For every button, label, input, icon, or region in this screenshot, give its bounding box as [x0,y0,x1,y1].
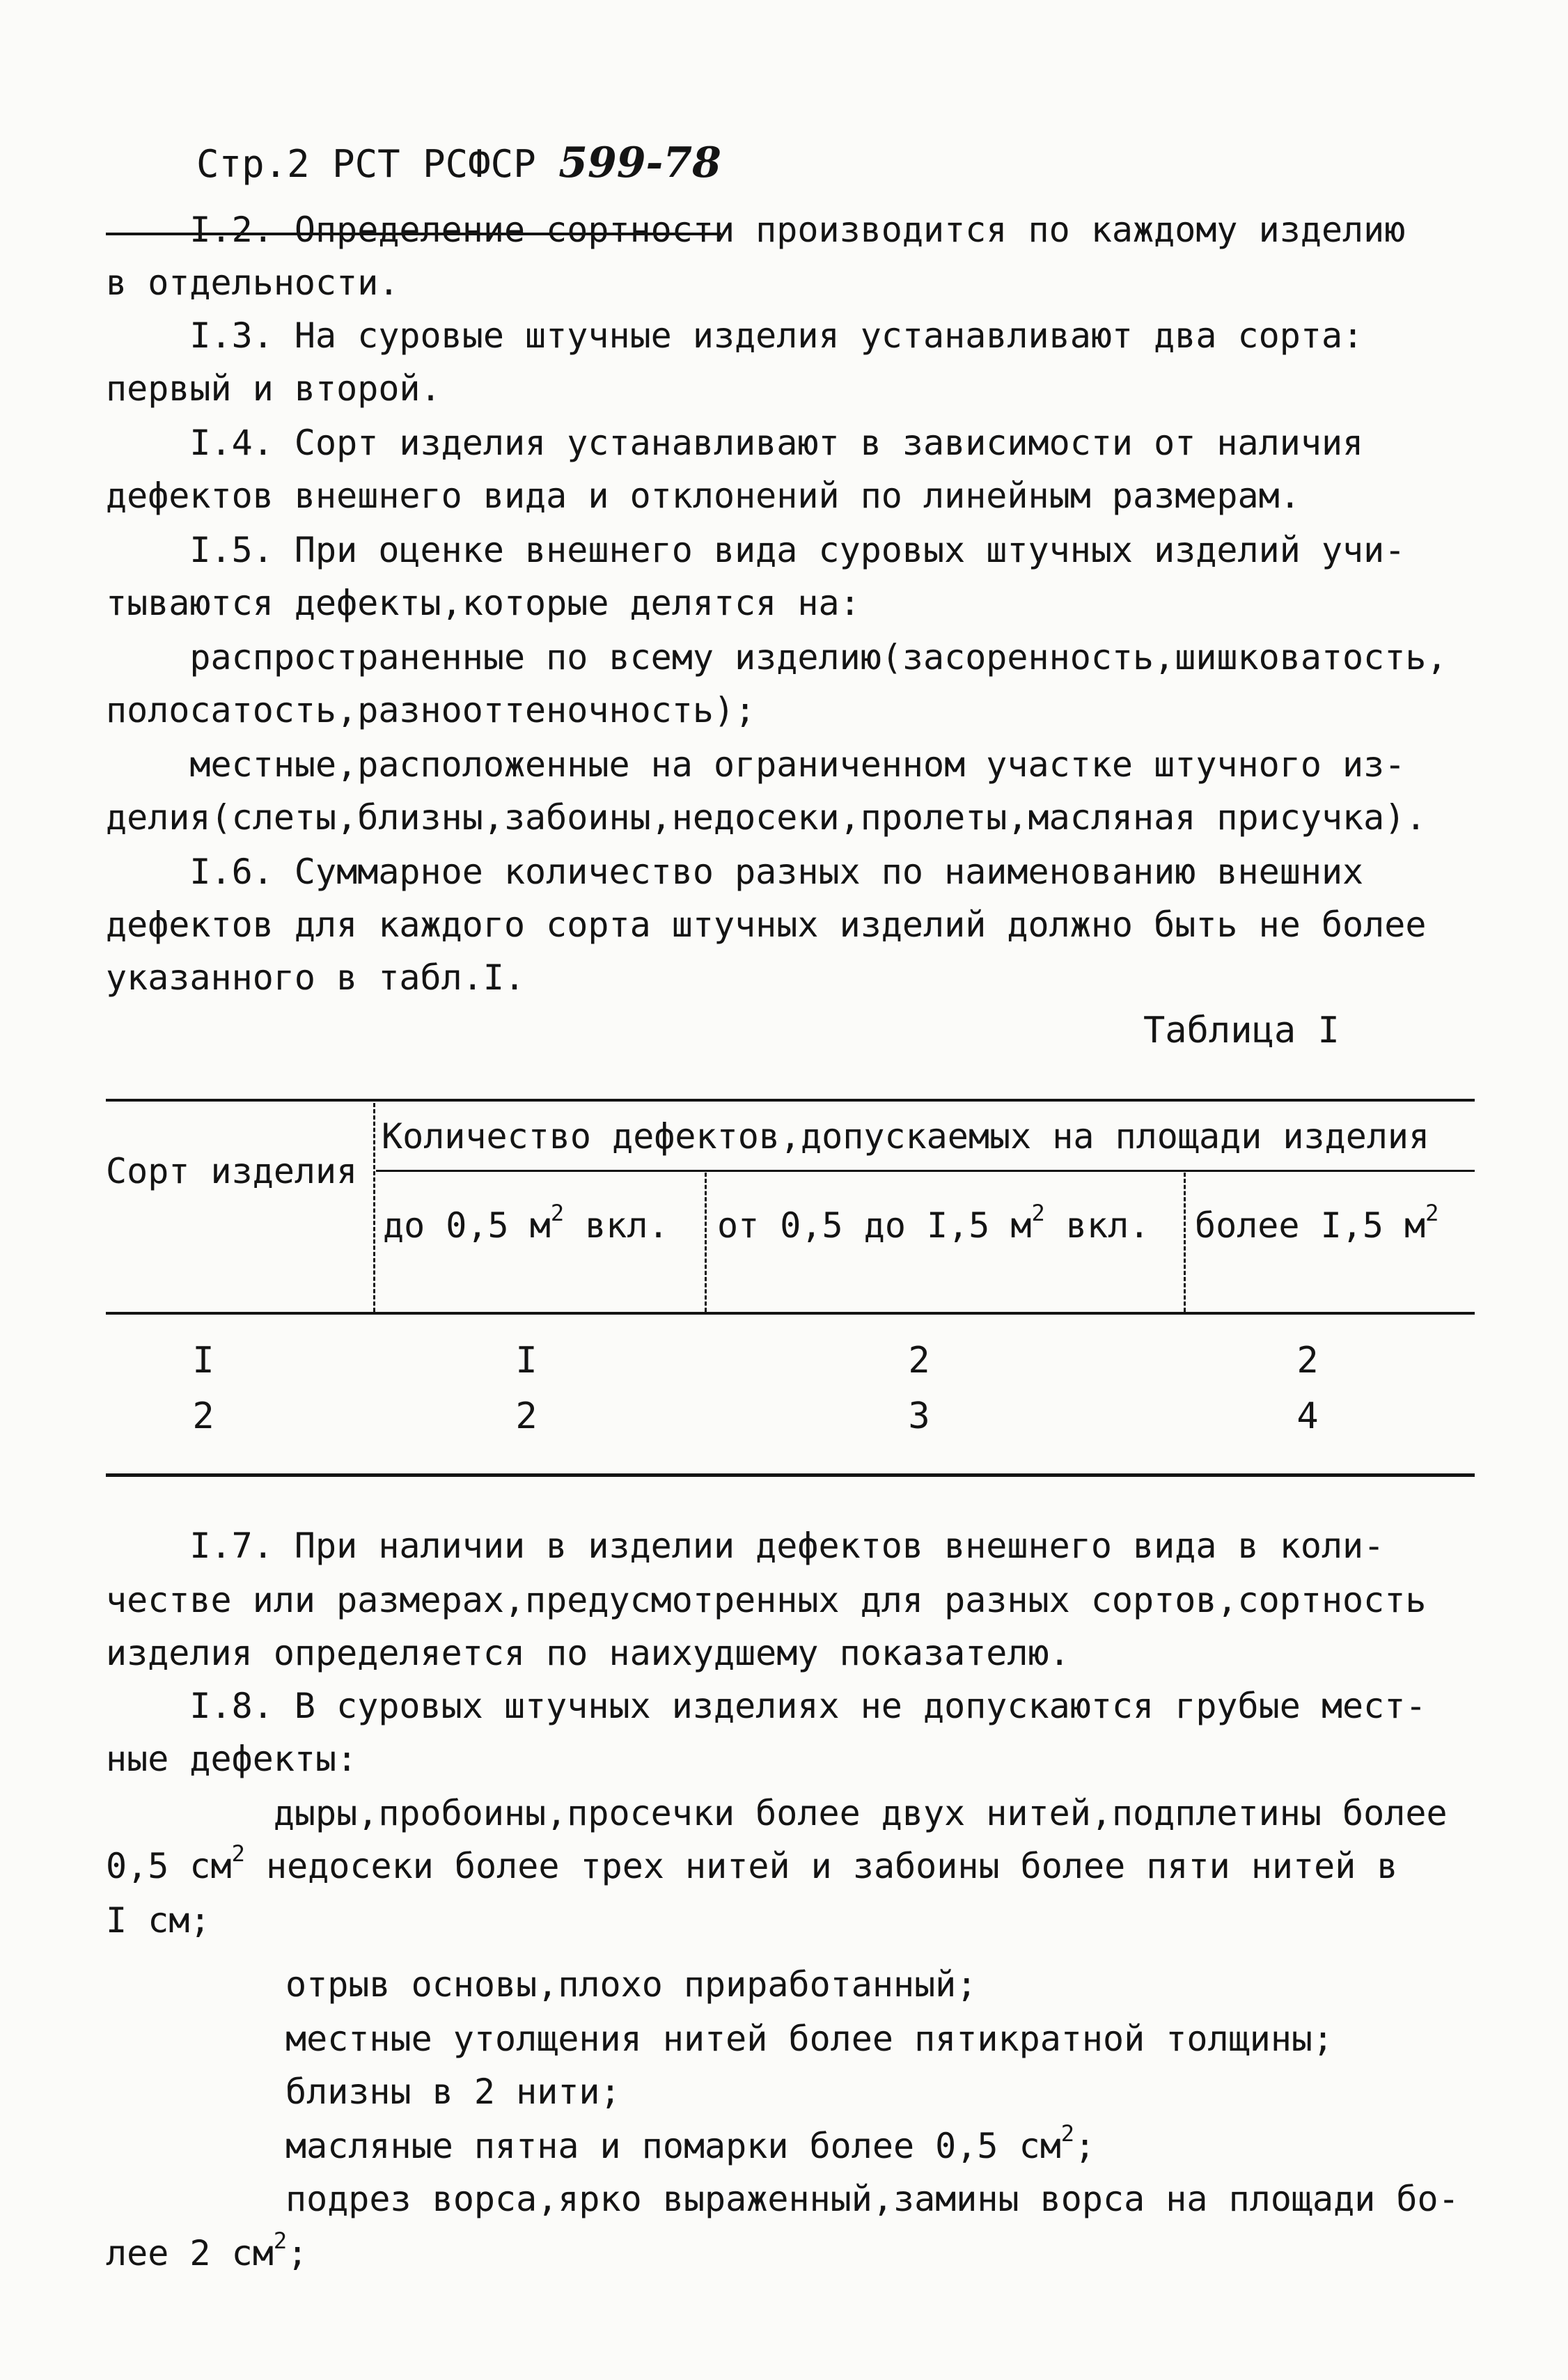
text-line: первый и второй. [106,368,441,409]
table-cell: 3 [908,1395,930,1437]
list-item: масляные пятна и помарки более 0,5 $см^2$; [285,2120,1096,2166]
text-line: 0,5 $см^2$ недосеки более трех нитей и забоины более пяти нитей в [106,1840,1398,1886]
text-line: I.2. Определение сортности производится по каждому изделию [106,210,1406,250]
table-cell: 2 [1296,1340,1319,1381]
col-sub-header-2: от 0,5 до I,5 $м^2$ вкл. [717,1200,1150,1246]
text-line: I см; [106,1900,211,1941]
list-item: подрез ворса,ярко выраженный,замины ворса на площади бо- [285,2179,1459,2219]
table-cell: 2 [515,1395,538,1437]
col-sub-header-3: более I,5 $м^2$ [1195,1200,1439,1246]
table-cell: 4 [1296,1395,1319,1437]
text-line: честве или размерах,предусмотренных для разных сортов,сортность [106,1580,1427,1620]
text-line: дыры,пробоины,просечки более двух нитей,подплетины более [106,1793,1448,1833]
table-divider [1184,1173,1186,1312]
text-line: дефектов для каждого сорта штучных изделий должно быть не более [106,905,1427,945]
table-top-rule [106,1099,1475,1102]
table-caption: Таблица I [1143,1010,1340,1051]
table-header-rule [106,1312,1475,1315]
text-line: I.4. Сорт изделия устанавливают в зависимости от наличия [106,423,1364,463]
header-prefix: Стр.2 РСТ РСФСР [196,142,559,186]
table-cell: I [515,1340,538,1381]
col-sub-header-1: до 0,5 $м^2$ вкл. [383,1200,669,1246]
list-item: отрыв основы,плохо приработанный; [285,1964,978,2005]
text-line: I.8. В суровых штучных изделиях не допускаются грубые мест- [106,1686,1427,1726]
table-divider [373,1103,375,1312]
table-cell: 2 [908,1340,930,1381]
text-line: I.3. На суровые штучные изделия устанавливают два сорта: [106,315,1364,356]
text-line: в отдельности. [106,263,400,303]
text-line: I.6. Суммарное количество разных по наименованию внешних [106,852,1364,892]
table-cell: I [192,1340,214,1381]
text-line: I.7. При наличии в изделии дефектов внешнего вида в коли- [106,1526,1385,1566]
text-line: указанного в табл.I. [106,957,526,998]
text-line: тываются дефекты,которые делятся на: [106,583,861,623]
table-divider [705,1173,707,1312]
text-line: лее 2 $см^2$; [106,2228,308,2273]
col-group-header: Количество дефектов,допускаемых на площади изделия [382,1116,1430,1157]
table-subheader-rule [376,1170,1475,1172]
standard-number: 599-78 [558,139,721,187]
text-line: делия(слеты,близны,забоины,недосеки,пролеты,масляная присучка). [106,797,1427,838]
text-line: ные дефекты: [106,1739,358,1779]
text-line: дефектов внешнего вида и отклонений по линейным размерам. [106,476,1301,516]
text-line: местные,расположенные на ограниченном участке штучного из- [106,744,1406,785]
col-sort-header: Сорт изделия [106,1151,358,1191]
table-bottom-rule [106,1473,1475,1477]
list-item: местные утолщения нитей более пятикратной толщины; [285,2019,1334,2059]
text-line: полосатость,разнооттеночность); [106,690,756,730]
text-line: распространенные по всему изделию(засоренность,шишковатость, [106,637,1448,678]
list-item: близны в 2 нити; [285,2072,621,2112]
table-cell: 2 [192,1395,214,1437]
text-line: I.5. При оценке внешнего вида суровых штучных изделий учи- [106,530,1406,570]
text-line: изделия определяется по наихудшему показателю. [106,1633,1070,1673]
